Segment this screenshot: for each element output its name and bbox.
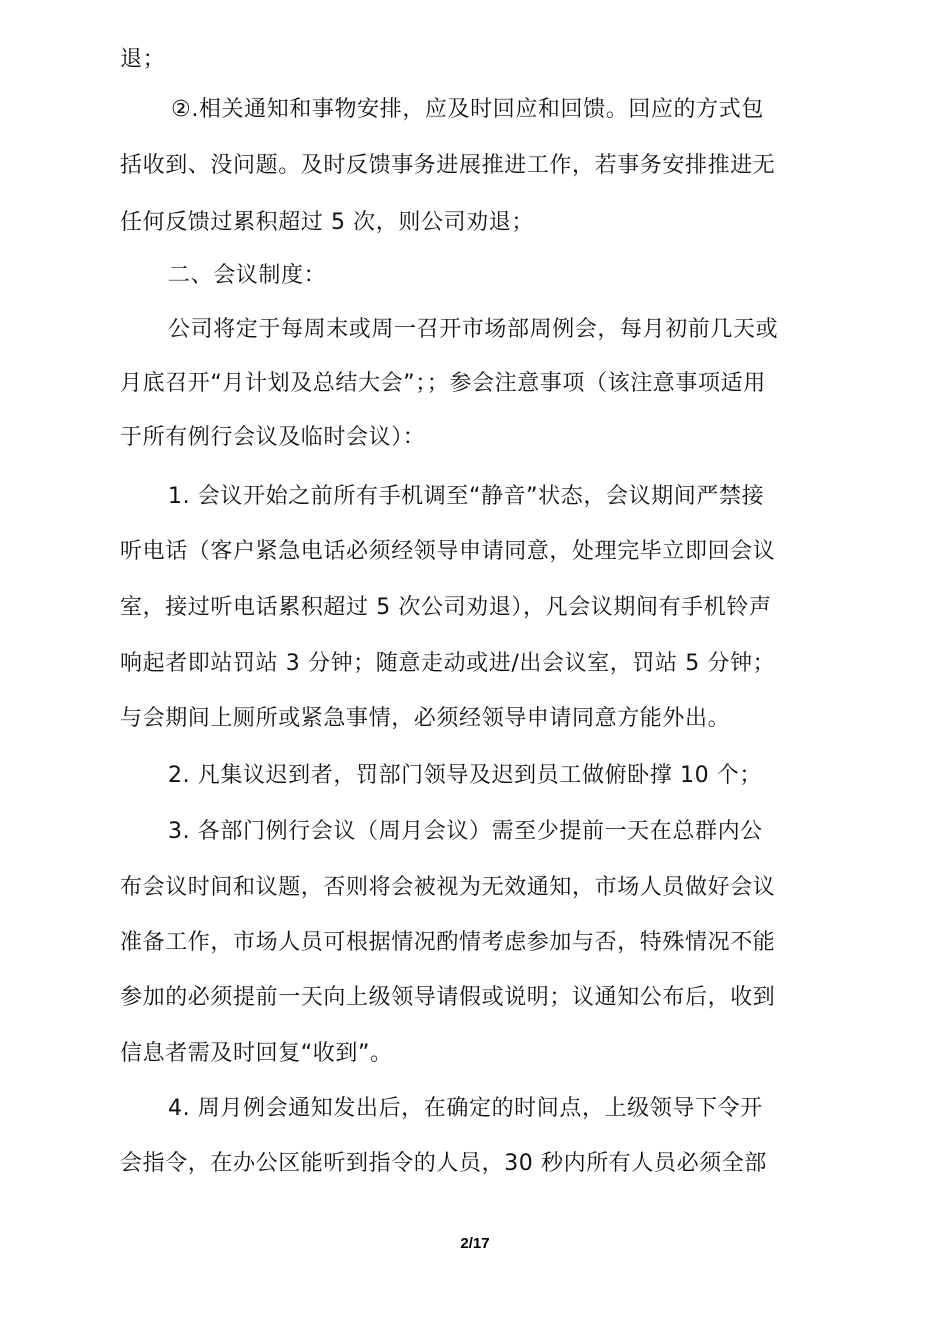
text-line: 听电话（客户紧急电话必须经领导申请同意，处理完毕立即回会议 <box>120 539 776 564</box>
text-line: 响起者即站罚站 3 分钟；随意走动或进/出会议室，罚站 5 分钟； <box>120 651 776 676</box>
text-line: 于所有例行会议及临时会议）： <box>120 425 426 450</box>
text-line: ②.相关通知和事物安排，应及时回应和回馈。回应的方式包 <box>171 97 764 122</box>
text-line: 布会议时间和议题，否则将会被视为无效通知，市场人员做好会议 <box>120 875 776 900</box>
text-line: 括收到、没问题。及时反馈事务进展推进工作，若事务安排推进无 <box>120 153 776 178</box>
list-item: 1. 会议开始之前所有手机调至“静音”状态，会议期间严禁接 <box>168 484 765 509</box>
list-item: 3. 各部门例行会议（周月会议）需至少提前一天在总群内公 <box>168 819 763 844</box>
section-heading: 二、会议制度： <box>168 263 327 288</box>
page-number: 2/17 <box>460 1235 490 1252</box>
text-line: 与会期间上厕所或紧急事情，必须经领导申请同意方能外出。 <box>120 706 731 731</box>
list-item: 2. 凡集议迟到者，罚部门领导及迟到员工做俯卧撑 10 个； <box>168 763 762 788</box>
text-line: 信息者需及时回复“收到”。 <box>120 1041 393 1066</box>
text-line: 室，接过听电话累积超过 5 次公司劝退），凡会议期间有手机铃声 <box>120 595 772 620</box>
text-line: 退； <box>120 47 166 72</box>
text-line: 任何反馈过累积超过 5 次，则公司劝退； <box>120 210 534 235</box>
list-item: 4. 周月例会通知发出后，在确定的时间点，上级领导下令开 <box>168 1096 763 1121</box>
text-line: 月底召开“月计划及总结大会”；；参会注意事项（该注意事项适用 <box>120 371 766 396</box>
text-line: 参加的必须提前一天向上级领导请假或说明；议通知公布后，收到 <box>120 985 776 1010</box>
text-line: 会指令，在办公区能听到指令的人员，30 秒内所有人员必须全部 <box>120 1151 767 1176</box>
text-line: 公司将定于每周末或周一召开市场部周例会，每月初前几天或 <box>168 317 779 342</box>
text-line: 准备工作，市场人员可根据情况酌情考虑参加与否，特殊情况不能 <box>120 930 776 955</box>
